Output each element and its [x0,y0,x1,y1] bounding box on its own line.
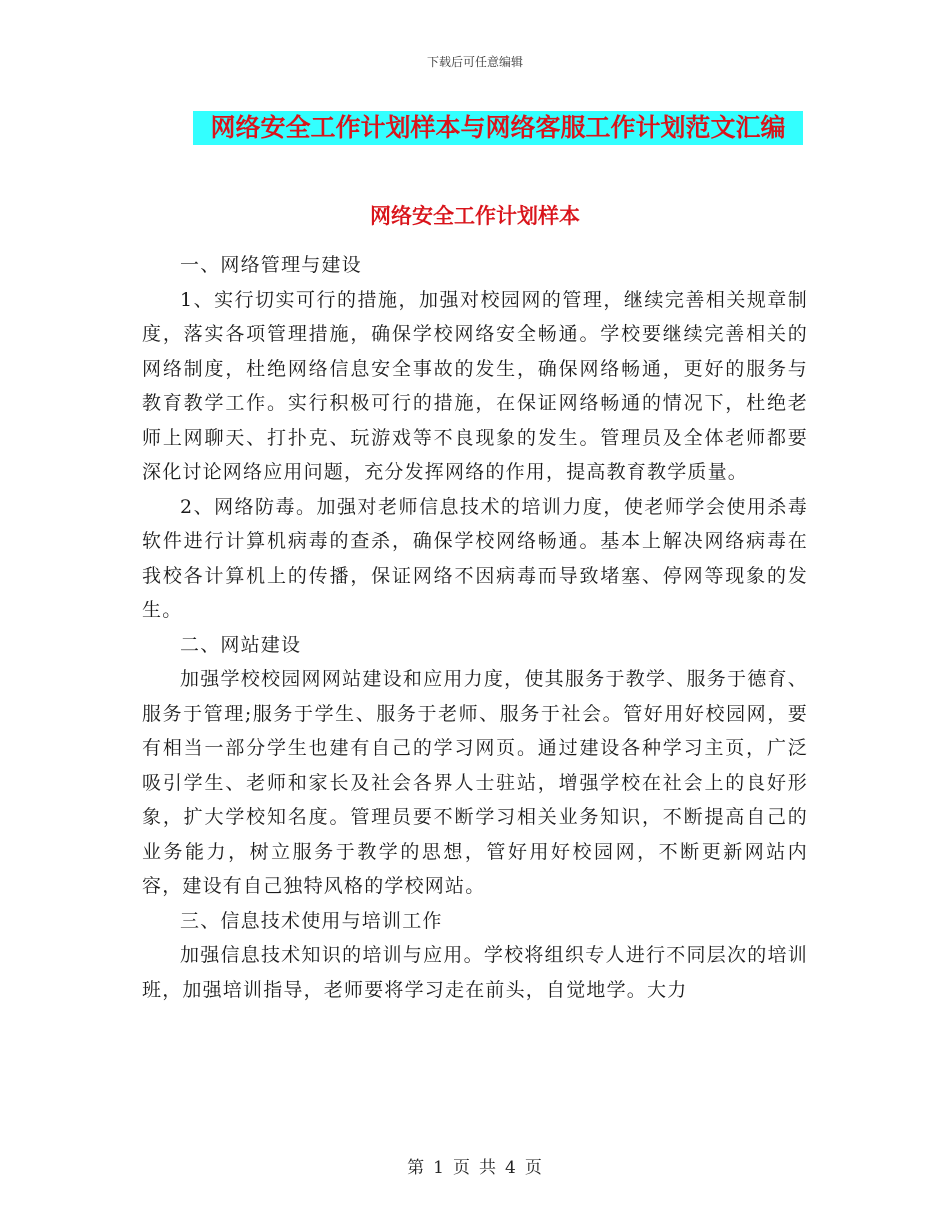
heading-website-construction: 二、网站建设 [180,633,302,656]
heading-network-management: 一、网络管理与建设 [180,254,362,276]
paragraph-website: 加强学校校园网网站建设和应用力度，使其服务于教学、服务于德育、服务于管理;服务于学生、服务于老师、服务于社会。管好用好校园网，要有相当一部分学生也建有自己的学习网页。通过建设各种学习主页，广泛吸引学生、老师和家长及社会各界人士驻站，增强学校在社会上的良好形象，扩大学校知名度。管理员要不断学习相关业务知识，不断提高自己的业务能力，树立服务于教学的思想，管好用好校园网，不断更新网站内容，建设有自己独特风格的学校网站。 [142,668,808,897]
page-footer [0,1153,950,1178]
footer-page-total: 4 [505,1158,517,1178]
footer-mid: 页 [453,1158,471,1178]
header-note: 下载后可任意编辑 [426,55,523,69]
heading-it-training: 三、信息技术使用与培训工作 [180,909,443,932]
main-title-highlight [193,111,803,145]
document-body [142,248,808,1007]
footer-total-prefix: 共 [479,1158,497,1178]
footer-page-current: 1 [433,1158,445,1178]
paragraph-management-measures: 1、实行切实可行的措施，加强对校园网的管理，继续完善相关规章制度，落实各项管理措施，确保学校网络安全畅通。学校要继续完善相关的网络制度，杜绝网络信息安全事故的发生，确保网络畅通，更好的服务与教育教学工作。实行积极可行的措施，在保证网络畅通的情况下，杜绝老师上网聊天、打扑克、玩游戏等不良现象的发生。管理员及全体老师都要深化讨论网络应用问题，充分发挥网络的作用，提高教育教学质量。 [142,288,808,483]
paragraph-training: 加强信息技术知识的培训与应用。学校将组织专人进行不同层次的培训班，加强培训指导，老师要将学习走在前头，自觉地学。大力 [142,944,808,1001]
footer-suffix: 页 [524,1158,543,1178]
main-title: 网络安全工作计划样本与网络客服工作计划范文汇编 [210,113,786,142]
section-title: 网络安全工作计划样本 [370,204,580,228]
footer-prefix: 第 [407,1158,426,1178]
paragraph-antivirus: 2、网络防毒。加强对老师信息技术的培训力度，使老师学会使用杀毒软件进行计算机病毒的查杀，确保学校网络畅通。基本上解决网络病毒在我校各计算机上的传播，保证网络不因病毒而导致堵塞、停网等现象的发生。 [142,495,808,621]
